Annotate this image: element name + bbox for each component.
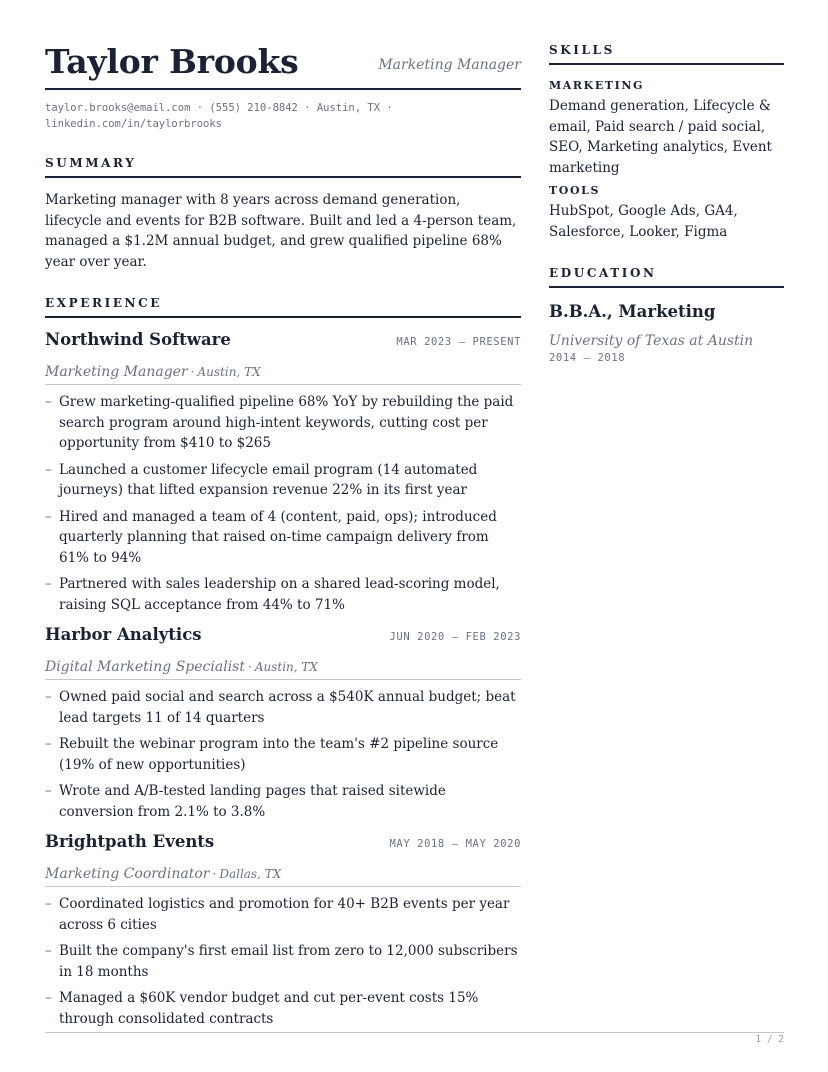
dash-icon: – bbox=[45, 689, 52, 705]
candidate-role: Marketing Manager bbox=[378, 57, 521, 73]
sidebar-column bbox=[549, 43, 784, 364]
bullet-text: Hired and managed a team of 4 (content, paid, ops); introduced quarterly planning that raised on-time campaign delivery from 61% to 94% bbox=[59, 508, 497, 566]
bullet-text: Managed a $60K vendor budget and cut per-event costs 15% through consolidated contracts bbox=[59, 990, 479, 1027]
job-header bbox=[45, 625, 521, 644]
bullet-text: Wrote and A/B-tested landing pages that raised sitewide conversion from 2.1% to 3.8% bbox=[59, 783, 446, 820]
school-name: University of Texas at Austin bbox=[549, 333, 754, 349]
job-entry bbox=[45, 625, 521, 822]
skills-heading: SKILLS bbox=[549, 43, 784, 65]
bullet-text: Launched a customer lifecycle email program (14 automated journeys) that lifted expansion revenue 22% in its first year bbox=[59, 461, 478, 498]
bullet-item bbox=[45, 687, 521, 728]
bullet-item bbox=[45, 734, 521, 775]
bullet-text: Partnered with sales leadership on a shared lead-scoring model, raising SQL acceptance from 44% to 71% bbox=[59, 576, 500, 613]
job-location: Austin, TX bbox=[254, 660, 318, 674]
company-name: Brightpath Events bbox=[45, 832, 215, 851]
company-name: Harbor Analytics bbox=[45, 625, 202, 644]
education-dates: 2014 – 2018 bbox=[549, 352, 626, 364]
bullet-text: Rebuilt the webinar program into the team's #2 pipeline source (19% of new opportunities) bbox=[59, 736, 499, 773]
job-title: Marketing Manager bbox=[45, 364, 188, 380]
experience-heading: EXPERIENCE bbox=[45, 296, 521, 318]
bullet-item bbox=[45, 392, 521, 454]
bullet-item bbox=[45, 941, 521, 982]
dash-icon: – bbox=[45, 736, 52, 752]
contact-line-2: linkedin.com/in/taylorbrooks bbox=[45, 118, 223, 130]
job-location: Dallas, TX bbox=[219, 867, 282, 881]
contact-info bbox=[45, 100, 521, 132]
job-bullets bbox=[45, 894, 521, 1029]
job-header bbox=[45, 832, 521, 851]
job-location: Austin, TX bbox=[197, 365, 261, 379]
bullet-text: Built the company's first email list from zero to 12,000 subscribers in 18 months bbox=[59, 943, 518, 980]
separator-dot: · bbox=[248, 660, 252, 674]
summary-text: Marketing manager with 8 years across demand generation, lifecycle and events for B2B software. Built and led a 4-person team, managed a $1.2M annual budget, and grew qualified pipeline 68% year over year. bbox=[45, 192, 517, 270]
page-number: 1 / 2 bbox=[755, 1034, 784, 1045]
job-subline bbox=[45, 361, 521, 385]
degree-name: B.B.A., Marketing bbox=[549, 302, 716, 321]
skills-section bbox=[549, 43, 784, 242]
job-title: Marketing Coordinator bbox=[45, 866, 210, 882]
skills-marketing-label: MARKETING bbox=[549, 79, 644, 92]
job-title: Digital Marketing Specialist bbox=[45, 659, 245, 675]
job-entry bbox=[45, 832, 521, 1029]
main-column bbox=[45, 40, 521, 1035]
experience-section bbox=[45, 296, 521, 1029]
job-dates: JUN 2020 – FEB 2023 bbox=[389, 631, 521, 643]
job-bullets bbox=[45, 687, 521, 822]
bullet-text: Coordinated logistics and promotion for 40+ B2B events per year across 6 cities bbox=[59, 896, 510, 933]
summary-section bbox=[45, 156, 521, 272]
separator-dot: · bbox=[190, 365, 195, 379]
bullet-item bbox=[45, 574, 521, 615]
job-subline bbox=[45, 656, 521, 680]
job-entry bbox=[45, 330, 521, 615]
job-dates: MAR 2023 – PRESENT bbox=[396, 336, 521, 348]
footer-divider bbox=[45, 1032, 784, 1033]
bullet-item bbox=[45, 988, 521, 1029]
dash-icon: – bbox=[45, 896, 52, 912]
skills-marketing-list: Demand generation, Lifecycle & email, Paid search / paid social, SEO, Marketing analytics, Event marketing bbox=[549, 98, 772, 176]
bullet-text: Owned paid social and search across a $540K annual budget; beat lead targets 11 of 14 quarters bbox=[59, 689, 516, 726]
job-bullets bbox=[45, 392, 521, 615]
dash-icon: – bbox=[45, 394, 52, 410]
education-heading: EDUCATION bbox=[549, 266, 784, 288]
skills-tools-label: TOOLS bbox=[549, 184, 601, 197]
dash-icon: – bbox=[45, 783, 52, 799]
education-section bbox=[549, 266, 784, 364]
company-name: Northwind Software bbox=[45, 330, 231, 349]
dash-icon: – bbox=[45, 508, 52, 525]
bullet-item bbox=[45, 507, 521, 569]
summary-heading: SUMMARY bbox=[45, 156, 521, 178]
job-header bbox=[45, 330, 521, 349]
bullet-item bbox=[45, 781, 521, 822]
dash-icon: – bbox=[45, 461, 52, 478]
dash-icon: – bbox=[45, 990, 52, 1006]
job-subline bbox=[45, 863, 521, 887]
job-dates: MAY 2018 – MAY 2020 bbox=[389, 838, 521, 850]
contact-line-1: taylor.brooks@email.com · (555) 210-8842 · Austin, TX · bbox=[45, 102, 393, 114]
resume-header bbox=[45, 40, 521, 90]
skills-tools-list: HubSpot, Google Ads, GA4, Salesforce, Looker, Figma bbox=[549, 203, 738, 240]
bullet-item bbox=[45, 460, 521, 501]
separator-dot: · bbox=[212, 867, 217, 881]
dash-icon: – bbox=[45, 576, 52, 592]
bullet-item bbox=[45, 894, 521, 935]
candidate-name: Taylor Brooks bbox=[45, 42, 299, 81]
dash-icon: – bbox=[45, 943, 52, 959]
bullet-text: Grew marketing-qualified pipeline 68% YoY by rebuilding the paid search program around high-intent keywords, cutting cost per opportunity from $410 to $265 bbox=[59, 394, 514, 451]
